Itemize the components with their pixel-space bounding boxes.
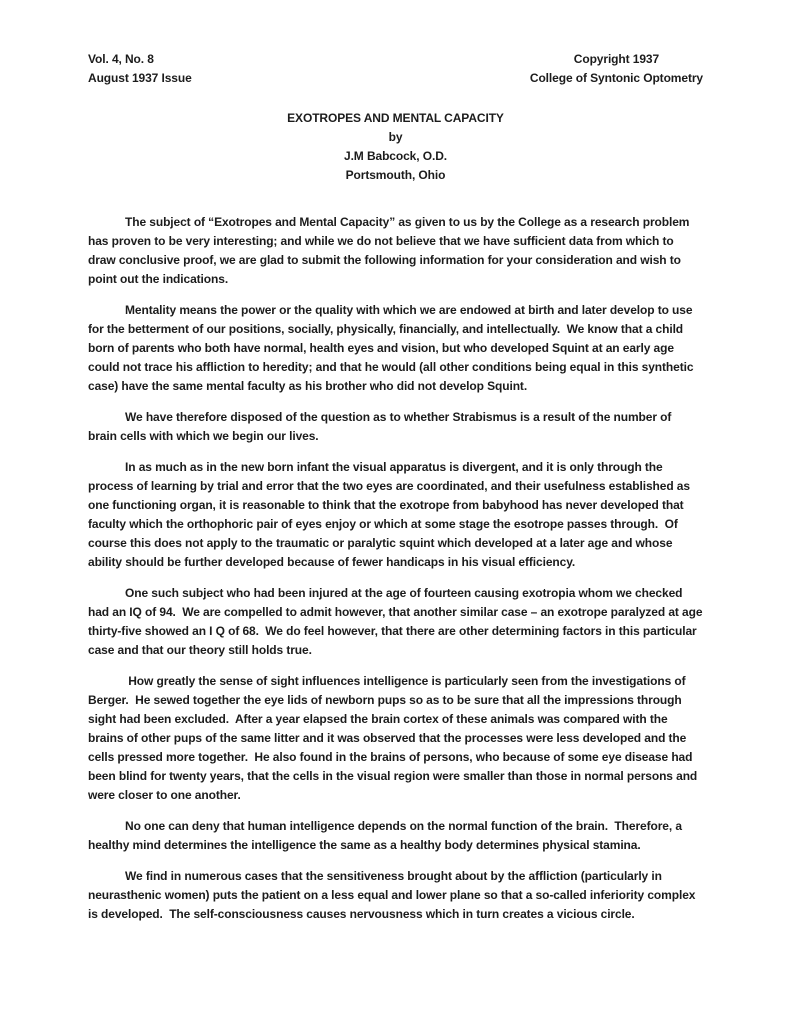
masthead [88,50,703,88]
paragraph: In as much as in the new born infant the visual apparatus is divergent, and it is only through the process of learning by trial and error that the two eyes are coordinated, and their usefulness established as one functioning organ, it is reasonable to think that the exotrope from babyhood has never developed that faculty which the orthophoric pair of eyes enjoy or which at some stage the esotrope passes through. Of course this does not apply to the traumatic or paralytic squint which developed at a later age and whose ability should be further developed because of fewer handicaps in his visual efficiency. [88,460,694,569]
paragraph: We have therefore disposed of the question as to whether Strabismus is a result of the number of brain cells with which we begin our lives. [88,410,675,443]
issue-date: August 1937 Issue [88,71,192,85]
paragraph: One such subject who had been injured at the age of fourteen causing exotropia whom we checked had an IQ of 94. We are compelled to admit however, that another similar case – an exotrope paralyzed at age thirty-five showed an I Q of 68. We do feel however, that there are other determining factors in this particular case and that our theory still holds true. [88,586,706,657]
byline: by [388,130,403,144]
masthead-left [88,50,192,88]
volume-number: Vol. 4, No. 8 [88,52,154,66]
masthead-right [530,50,703,88]
article-body [88,213,706,924]
author-location: Portsmouth, Ohio [345,168,446,182]
paragraph: No one can deny that human intelligence depends on the normal function of the brain. Therefore, a healthy mind determines the intelligence the same as a healthy body determines physical stamina. [88,819,686,852]
paragraph: How greatly the sense of sight influences intelligence is particularly seen from the investigations of Berger. He sewed together the eye lids of newborn pups so as to be sure that all the impressions through sight had been excluded. After a year elapsed the brain cortex of these animals was compared with the brains of other pups of the same litter and it was observed that the processes were less developed and the cells pressed more together. He also found in the brains of persons, who because of some eye disease had been blind for twenty years, that the cells in the visual region were smaller than those in normal persons and were closer to one another. [88,674,701,802]
paragraph: We find in numerous cases that the sensitiveness brought about by the affliction (particularly in neurasthenic women) puts the patient on a less equal and lower plane so that a so-called inferiority complex is developed. The self-consciousness causes nervousness which in turn creates a vicious circle. [88,869,699,921]
author-name: J.M Babcock, O.D. [344,149,447,163]
paragraph: The subject of “Exotropes and Mental Capacity” as given to us by the College as a research problem has proven to be very interesting; and while we do not believe that we have sufficient data from which to draw conclusive proof, we are glad to submit the following information for your consideration and wish to point out the indications. [88,215,693,286]
title-block [88,109,703,185]
copyright-notice: Copyright 1937 [573,52,660,66]
paragraph: Mentality means the power or the quality with which we are endowed at birth and later develop to use for the betterment of our positions, socially, physically, financially, and intellectually. We know that a child born of parents who both have normal, health eyes and vision, but who developed Squint at an early age could not trace his affliction to heredity; and that he would (all other conditions being equal in this synthetic case) have the same mental faculty as his brother who did not develop Squint. [88,303,697,393]
article-title: EXOTROPES AND MENTAL CAPACITY [287,111,504,125]
publisher-name: College of Syntonic Optometry [529,71,703,85]
